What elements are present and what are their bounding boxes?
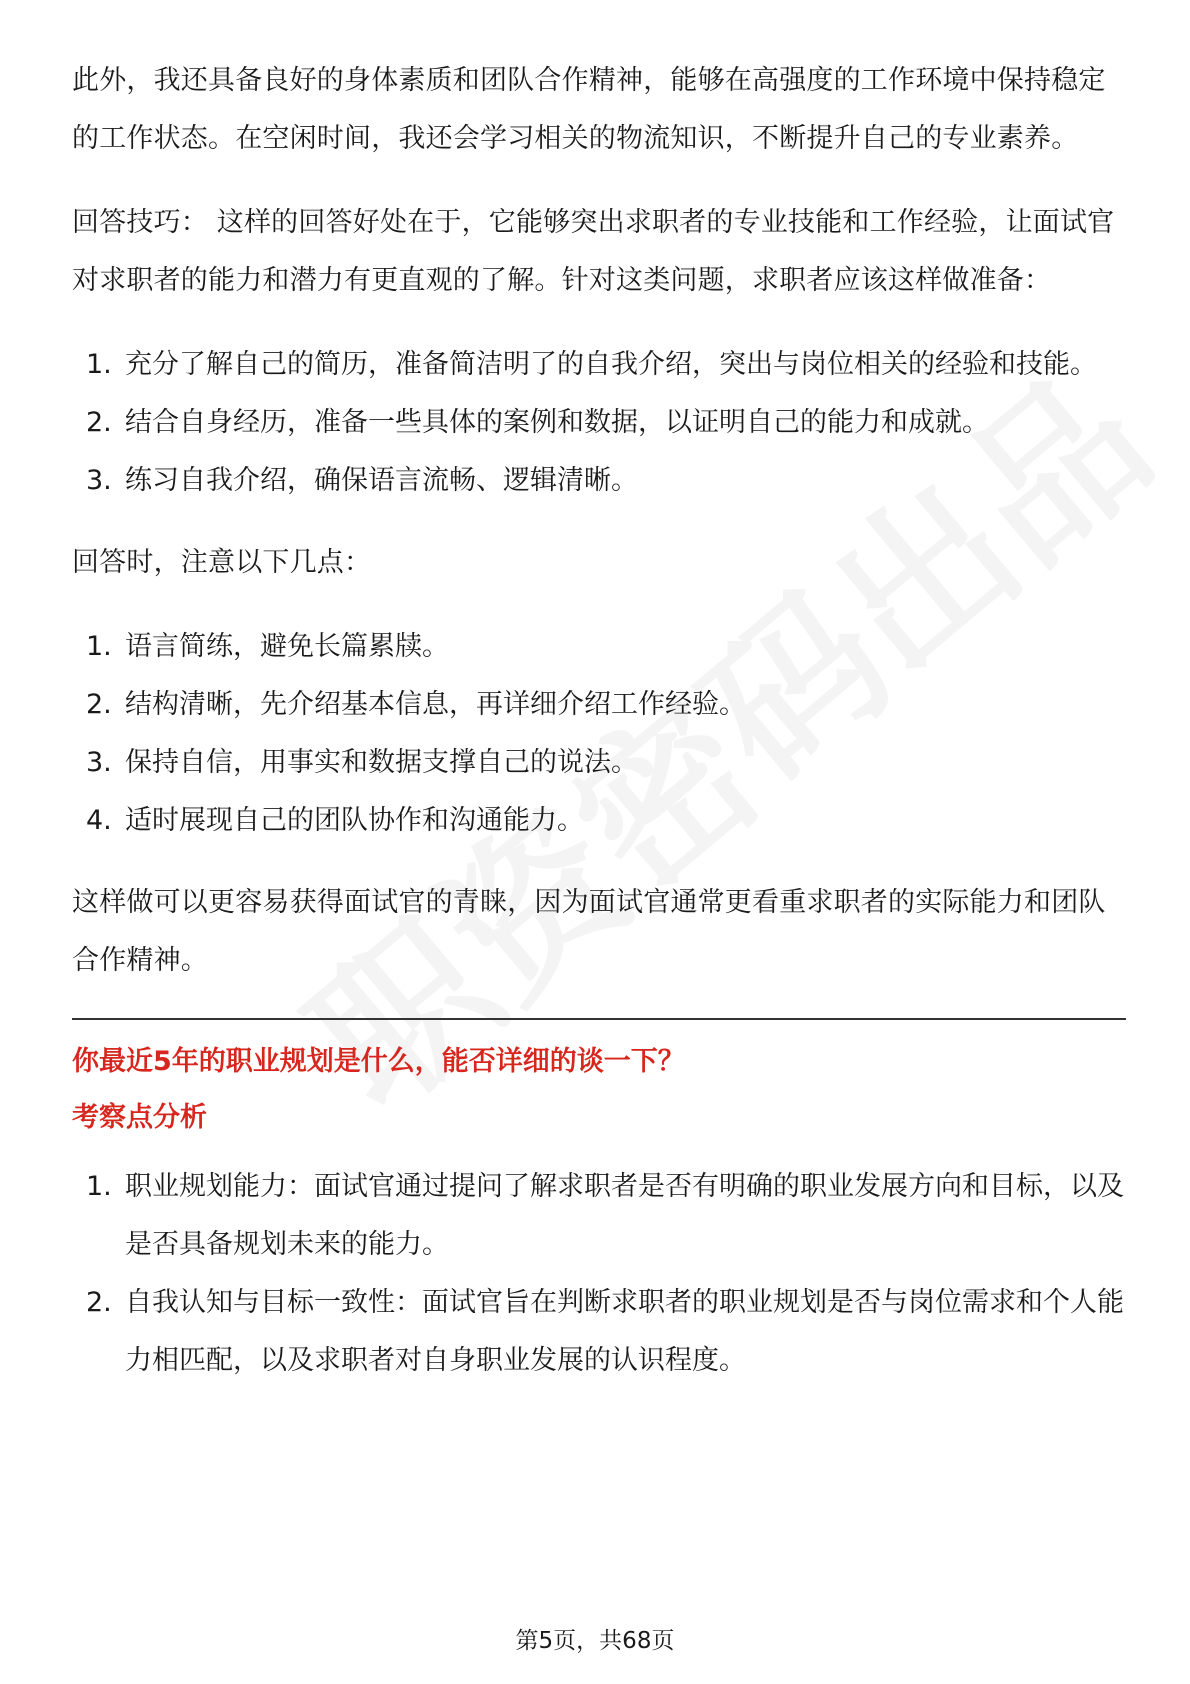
list-item: 1. 充分了解自己的简历，准备简洁明了的自我介绍，突出与岗位相关的经验和技能。	[86, 349, 1097, 380]
list-item: 3. 练习自我介绍，确保语言流畅、逻辑清晰。	[86, 465, 638, 496]
tips-list	[72, 618, 1126, 850]
list-item: 3. 保持自信，用事实和数据支撑自己的说法。	[86, 747, 638, 778]
paragraph-attention-points: 回答时，注意以下几点：	[72, 547, 372, 578]
document-page	[72, 52, 1126, 1414]
paragraph-conclusion: 这样做可以更容易获得面试官的青睐，因为面试官通常更看重求职者的实际能力和团队合作精神。	[72, 887, 1106, 976]
question-title: 你最近5年的职业规划是什么，能否详细的谈一下？	[72, 1046, 685, 1077]
paragraph-physical-quality: 此外，我还具备良好的身体素质和团队合作精神，能够在高强度的工作环境中保持稳定的工作状态。在空闲时间，我还会学习相关的物流知识，不断提升自己的专业素养。	[72, 65, 1106, 154]
list-item: 4. 适时展现自己的团队协作和沟通能力。	[86, 805, 584, 836]
list-item: 2. 结合自身经历，准备一些具体的案例和数据，以证明自己的能力和成就。	[86, 407, 989, 438]
page-footer: 第5页，共68页	[515, 1628, 675, 1654]
list-item: 1. 职业规划能力：面试官通过提问了解求职者是否有明确的职业发展方向和目标，以及是否具备规划未来的能力。	[86, 1171, 1124, 1260]
analysis-list	[72, 1158, 1126, 1390]
list-item: 1. 语言简练，避免长篇累牍。	[86, 631, 449, 662]
analysis-heading: 考察点分析	[72, 1102, 207, 1133]
paragraph-answer-tips: 回答技巧： 这样的回答好处在于，它能够突出求职者的专业技能和工作经验，让面试官对求职者的能力和潜力有更直观的了解。针对这类问题，求职者应该这样做准备：	[72, 207, 1115, 296]
prep-list	[72, 336, 1126, 510]
section-divider	[72, 1018, 1126, 1020]
list-item: 2. 自我认知与目标一致性：面试官旨在判断求职者的职业规划是否与岗位需求和个人能力相匹配，以及求职者对自身职业发展的认识程度。	[86, 1287, 1124, 1376]
list-item: 2. 结构清晰，先介绍基本信息，再详细介绍工作经验。	[86, 689, 746, 720]
